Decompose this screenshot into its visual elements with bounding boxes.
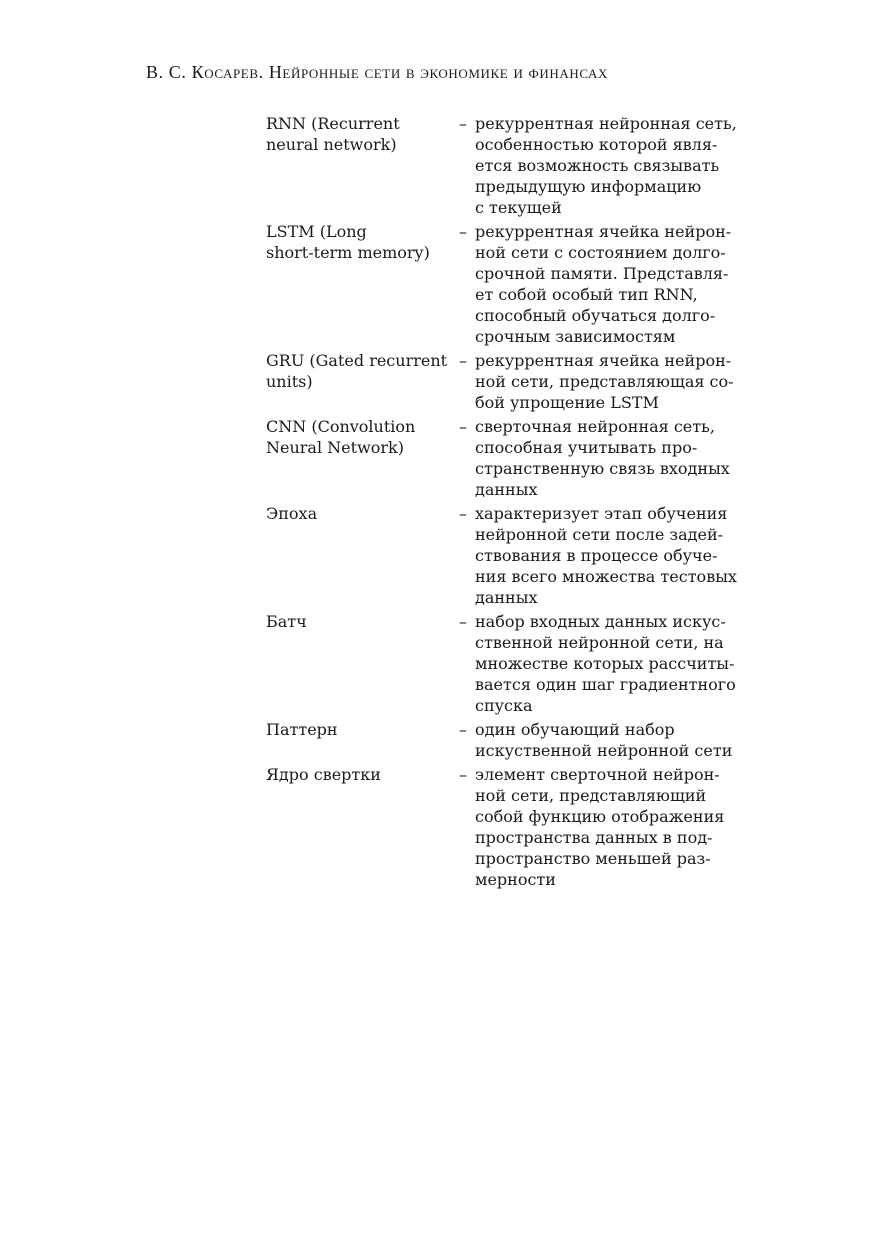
definition-line: ной сети с состоянием долго- [475, 243, 726, 262]
glossary-definition [459, 503, 766, 608]
glossary-entry [266, 350, 766, 413]
definition-line: с текущей [475, 198, 562, 217]
definition-text [475, 503, 766, 608]
glossary-term [266, 764, 459, 785]
definition-line: ет собой особый тип RNN, [475, 285, 698, 304]
definition-dash: – [459, 765, 467, 784]
definition-line: рекуррентная ячейка нейрон- [475, 351, 732, 370]
definition-line: пространства данных в под- [475, 828, 713, 847]
glossary-entry [266, 503, 766, 608]
definition-dash: – [459, 114, 467, 133]
definition-line: рекуррентная ячейка нейрон- [475, 222, 732, 241]
term-line: short-term memory) [266, 243, 430, 262]
glossary-definition [459, 350, 766, 413]
glossary-term [266, 221, 459, 263]
definition-line: ственной нейронной сети, на [475, 633, 724, 652]
term-line: Эпоха [266, 504, 318, 523]
definition-dash: – [459, 720, 467, 739]
glossary-term [266, 719, 459, 740]
definition-line: элемент сверточной нейрон- [475, 765, 720, 784]
term-line: RNN (Recurrent [266, 114, 400, 133]
definition-line: данных [475, 588, 538, 607]
definition-line: пространство меньшей раз- [475, 849, 711, 868]
definition-line: ствования в процессе обуче- [475, 546, 718, 565]
definition-line: бой упрощение LSTM [475, 393, 659, 412]
definition-line: спуска [475, 696, 533, 715]
definition-text [475, 416, 766, 500]
glossary-term [266, 350, 459, 392]
definition-dash: – [459, 417, 467, 436]
definition-line: характеризует этап обучения [475, 504, 728, 523]
glossary-definition [459, 719, 766, 761]
definition-text [475, 113, 766, 218]
glossary-definition [459, 221, 766, 347]
definition-dash: – [459, 351, 467, 370]
glossary-entry [266, 719, 766, 761]
term-line: Паттерн [266, 720, 338, 739]
term-line: CNN (Convolution [266, 417, 416, 436]
definition-line: ной сети, представляющая со- [475, 372, 734, 391]
glossary-entry [266, 221, 766, 347]
definition-line: рекуррентная нейронная сеть, [475, 114, 737, 133]
definition-line: набор входных данных искус- [475, 612, 726, 631]
term-line: Батч [266, 612, 307, 631]
definition-line: множестве которых рассчиты- [475, 654, 735, 673]
glossary-term [266, 416, 459, 458]
definition-text [475, 764, 766, 890]
glossary-definition [459, 416, 766, 500]
term-line: LSTM (Long [266, 222, 367, 241]
definition-dash: – [459, 504, 467, 523]
definition-line: сверточная нейронная сеть, [475, 417, 715, 436]
glossary-entry [266, 113, 766, 218]
term-line: Neural Network) [266, 438, 404, 457]
definition-line: способный обучаться долго- [475, 306, 716, 325]
definition-line: способная учитывать про- [475, 438, 698, 457]
definition-text [475, 350, 766, 413]
definition-line: ния всего множества тестовых [475, 567, 737, 586]
glossary-definition [459, 113, 766, 218]
definition-line: один обучающий набор [475, 720, 675, 739]
glossary-list [266, 113, 766, 893]
definition-line: срочной памяти. Представля- [475, 264, 729, 283]
definition-line: нейронной сети после задей- [475, 525, 724, 544]
glossary-entry [266, 416, 766, 500]
term-line: Ядро свертки [266, 765, 381, 784]
glossary-entry [266, 764, 766, 890]
definition-line: ной сети, представляющий [475, 786, 707, 805]
definition-text [475, 221, 766, 347]
definition-text [475, 611, 766, 716]
glossary-term [266, 503, 459, 524]
definition-line: странственную связь входных [475, 459, 730, 478]
term-line: neural network) [266, 135, 397, 154]
definition-line: срочным зависимостям [475, 327, 676, 346]
definition-line: ется возможность связывать [475, 156, 720, 175]
definition-text [475, 719, 766, 761]
glossary-definition [459, 611, 766, 716]
definition-line: предыдущую информацию [475, 177, 702, 196]
glossary-definition [459, 764, 766, 890]
definition-line: особенностью которой явля- [475, 135, 718, 154]
definition-line: искуственной нейронной сети [475, 741, 733, 760]
glossary-entry [266, 611, 766, 716]
running-header: В. С. Косарев. Нейронные сети в экономике и финансах [146, 62, 608, 82]
definition-line: данных [475, 480, 538, 499]
definition-dash: – [459, 612, 467, 631]
definition-line: мерности [475, 870, 556, 889]
glossary-term [266, 113, 459, 155]
term-line: units) [266, 372, 313, 391]
glossary-term [266, 611, 459, 632]
definition-line: вается один шаг градиентного [475, 675, 736, 694]
term-line: GRU (Gated recurrent [266, 351, 448, 370]
definition-dash: – [459, 222, 467, 241]
definition-line: собой функцию отображения [475, 807, 725, 826]
